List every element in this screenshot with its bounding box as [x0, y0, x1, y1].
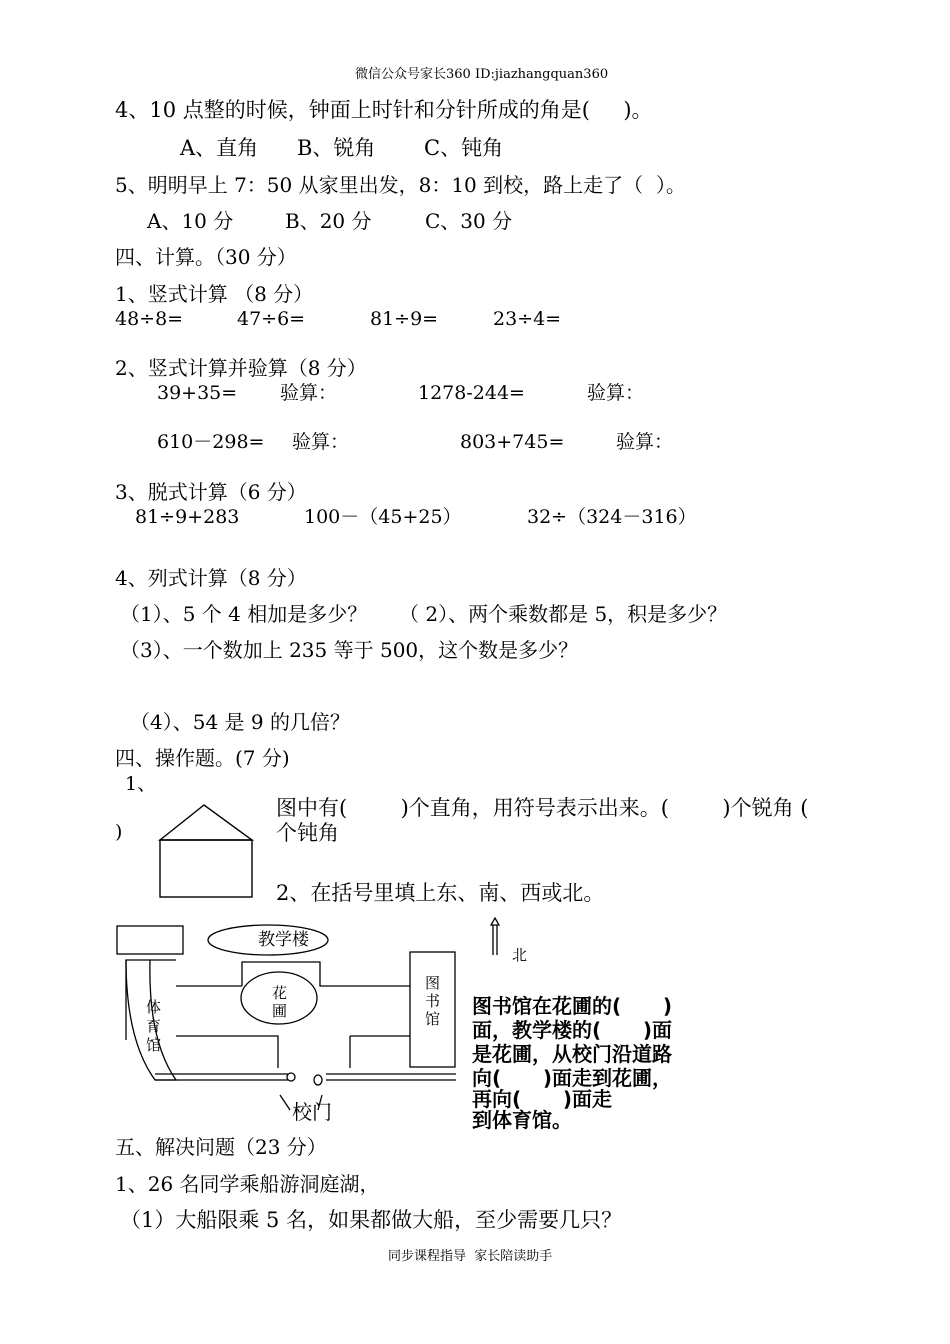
- check-item-2: 1278-244=: [418, 382, 525, 404]
- ops-q1-cont: ): [115, 821, 123, 843]
- blank-box: [117, 926, 183, 954]
- vertical-calc-title: 1、竖式计算 （8 分）: [115, 282, 314, 306]
- vertical-item-1: 48÷8=: [115, 308, 184, 330]
- page-footer: 同步课程指导 家长陪读助手: [388, 1249, 553, 1264]
- map-answer-line-2: 面，教学楼的( )面: [472, 1018, 673, 1042]
- house-figure: [160, 805, 252, 897]
- map-answer-line-5: 再向( )面走: [472, 1087, 613, 1111]
- solve-title: 五、解决问题（23 分）: [115, 1135, 327, 1159]
- ops-q2: 2、在括号里填上东、南、西或北。: [276, 881, 605, 905]
- stepwise-item-2: 100－（45+25）: [304, 506, 462, 528]
- map-garden-2: 圃: [272, 1002, 288, 1020]
- map-library-3: 馆: [425, 1010, 441, 1028]
- word-calc-title: 4、列式计算（8 分）: [115, 566, 307, 590]
- ops-q1-line1: 图中有( )个直角，用符号表示出来。( )个锐角 (: [276, 796, 809, 820]
- check-verify-2: 验算：: [587, 382, 645, 404]
- section-calc-title: 四、计算。（30 分）: [115, 245, 297, 269]
- check-calc-title: 2、竖式计算并验算（8 分）: [115, 356, 367, 380]
- map-library-2: 书: [425, 992, 441, 1010]
- question-5: 5、明明早上 7：50 从家里出发，8：10 到校，路上走了（ ）。: [115, 173, 686, 197]
- map-answer-line-6: 到体育馆。: [472, 1108, 572, 1132]
- map-library-1: 图: [425, 974, 441, 992]
- map-answer-line-1: 图书馆在花圃的( ): [472, 994, 673, 1018]
- q4-option-b: B、锐角: [297, 136, 376, 160]
- question-4: 4、10 点整的时候，钟面上时针和分针所成的角是( )。: [115, 98, 653, 122]
- map-gym-2: 育: [146, 1017, 162, 1035]
- check-verify-4: 验算：: [616, 431, 674, 453]
- solve-q1-1: （1）大船限乘 5 名，如果都做大船，至少需要几只？: [120, 1208, 623, 1232]
- vertical-item-2: 47÷6=: [237, 308, 306, 330]
- page-header: 微信公众号家长360 ID:jiazhangquan360: [355, 67, 609, 82]
- word-item-1: （1）、5 个 4 相加是多少？: [120, 602, 368, 626]
- vertical-item-3: 81÷9=: [370, 308, 439, 330]
- q5-option-c: C、30 分: [425, 209, 513, 233]
- ops-q1-line2: 个钝角: [276, 821, 339, 845]
- word-item-4: （4）、54 是 9 的几倍？: [130, 710, 350, 734]
- solve-q1: 1、26 名同学乘船游洞庭湖，: [115, 1172, 380, 1196]
- map-gym-3: 馆: [146, 1036, 162, 1054]
- map-teaching-building: 教学楼: [258, 930, 309, 950]
- word-item-2: （ 2）、两个乘数都是 5，积是多少？: [399, 602, 728, 626]
- word-item-3: （3）、一个数加上 235 等于 500，这个数是多少？: [120, 638, 579, 662]
- map-answer-line-4: 向( )面走到花圃，: [472, 1066, 673, 1090]
- vertical-item-4: 23÷4=: [493, 308, 562, 330]
- map-north-label: 北: [512, 946, 528, 964]
- q5-option-a: A、10 分: [147, 209, 234, 233]
- ops-q1-number: 1、: [125, 773, 157, 795]
- check-verify-1: 验算：: [280, 382, 338, 404]
- q4-option-c: C、钝角: [424, 136, 504, 160]
- check-item-1: 39+35=: [157, 382, 238, 404]
- gate-left-post: [287, 1073, 295, 1081]
- map-garden-1: 花: [272, 984, 288, 1002]
- map-gym-1: 体: [146, 998, 162, 1016]
- q5-option-b: B、20 分: [285, 209, 372, 233]
- check-item-4: 803+745=: [460, 431, 565, 453]
- map-school-gate: 校门: [292, 1100, 332, 1124]
- north-arrow-shaft: [493, 925, 497, 955]
- check-item-3: 610－298=: [157, 431, 265, 453]
- ops-title: 四、操作题。(7 分): [115, 746, 290, 770]
- stepwise-item-3: 32÷（324－316）: [527, 506, 697, 528]
- stepwise-item-1: 81÷9+283: [135, 506, 240, 528]
- q4-option-a: A、直角: [180, 136, 259, 160]
- gate-right-post: [314, 1075, 322, 1085]
- check-verify-3: 验算：: [292, 431, 350, 453]
- map-answer-line-3: 是花圃，从校门沿道路: [472, 1042, 672, 1066]
- stepwise-calc-title: 3、脱式计算（6 分）: [115, 480, 307, 504]
- north-arrow-head: [491, 918, 499, 925]
